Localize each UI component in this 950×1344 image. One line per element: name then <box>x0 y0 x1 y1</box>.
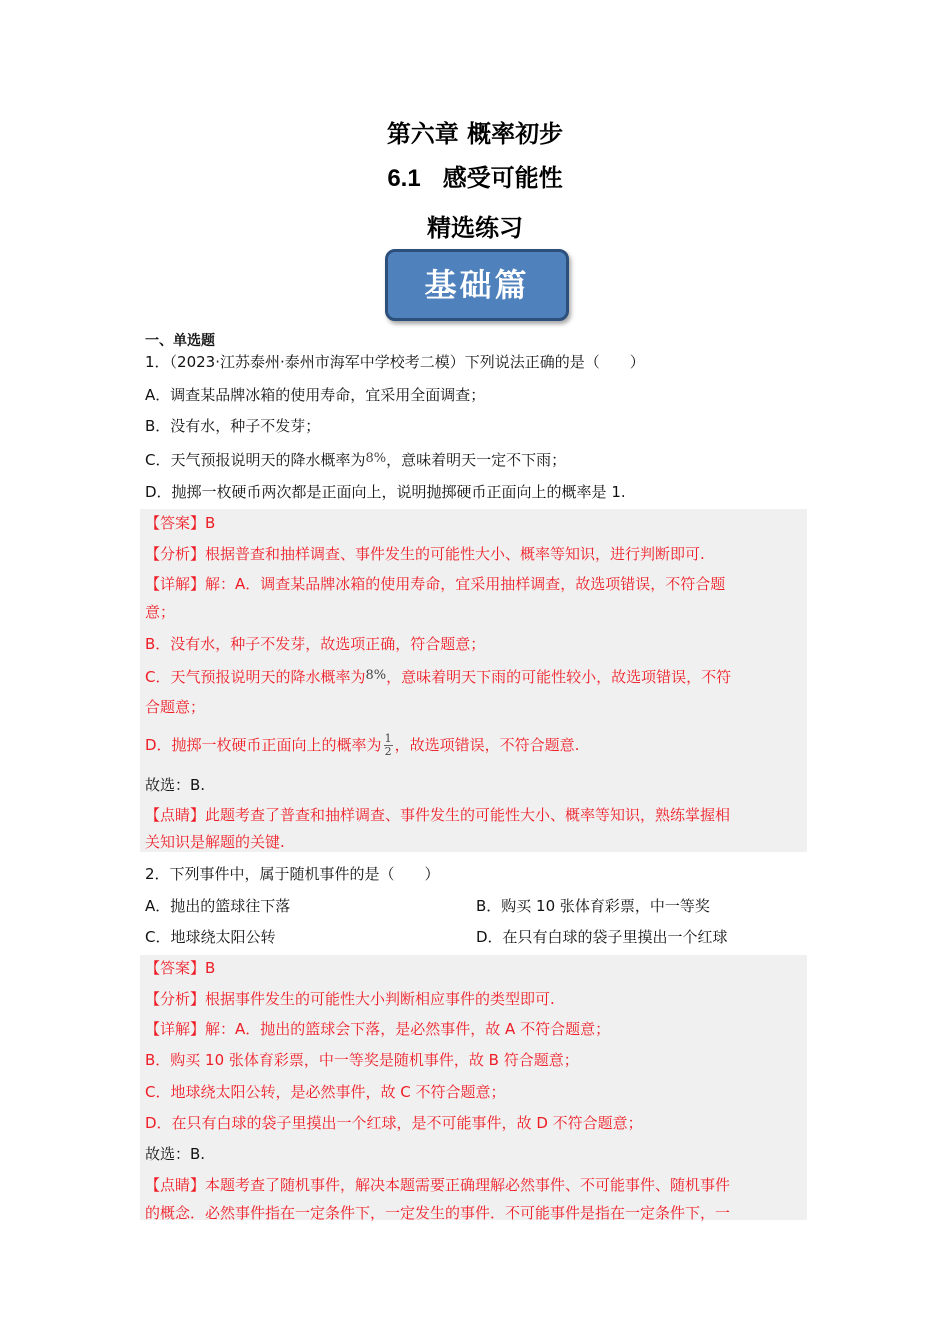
detail-3-percent: 8% <box>365 668 387 683</box>
q1-stem: 1．（2023·江苏泰州·泰州市海军中学校考二模）下列说法正确的是（ ） <box>145 353 645 371</box>
analysis-tag: 【分析】 <box>145 545 206 563</box>
q2-option-d: D．在只有白球的袋子里摸出一个红球 <box>476 928 728 946</box>
section-number: 6.1 <box>387 165 421 192</box>
q1-detail-1b: 意； <box>145 603 176 621</box>
q1-comment-b: 关知识是解题的关键. <box>145 833 285 851</box>
q1-choose: 故选：B. <box>145 776 206 794</box>
q2-choose: 故选：B. <box>145 1145 206 1163</box>
q1-detail-1 <box>145 574 725 594</box>
q1-option-c-percent: 8% <box>365 451 387 466</box>
q2-detail-4: D．在只有白球的袋子里摸出一个红球，是不可能事件，故 D 不符合题意； <box>145 1114 643 1132</box>
level-badge: 基础篇 <box>385 249 569 321</box>
q1-detail-2: B．没有水，种子不发芽，故选项正确，符合题意； <box>145 635 486 653</box>
q1-option-c <box>145 449 566 470</box>
q1-option-c-text: C．天气预报说明天的降水概率为 <box>145 451 366 469</box>
q2-comment-b: 的概念．必然事件指在一定条件下，一定发生的事件．不可能事件是指在一定条件下，一 <box>145 1204 731 1222</box>
comment-tag: 【点睛】 <box>145 806 206 824</box>
answer-tag: 【答案】 <box>145 959 206 977</box>
answer-value: B <box>205 514 216 532</box>
q1-detail-3 <box>145 666 731 687</box>
q2-detail-3: C．地球绕太阳公转，是必然事件，故 C 不符合题意； <box>145 1083 506 1101</box>
q2-analysis <box>145 989 555 1009</box>
analysis-tag: 【分析】 <box>145 990 206 1008</box>
detail-text: 解：A．调查某品牌冰箱的使用寿命，宜采用抽样调查，故选项错误，不符合题 <box>205 575 726 593</box>
detail-text: 解：A．抛出的篮球会下落，是必然事件，故 A 不符合题意； <box>205 1020 611 1038</box>
q2-option-b: B．购买 10 张体育彩票，中一等奖 <box>476 897 710 915</box>
section-name: 感受可能性 <box>442 164 563 192</box>
chapter-title: 第六章 概率初步 <box>386 120 564 148</box>
one-half-fraction <box>384 733 393 758</box>
detail-4-post: ，故选项错误，不符合题意. <box>394 736 580 754</box>
comment-tag: 【点睛】 <box>145 1176 206 1194</box>
q1-option-b: B．没有水，种子不发芽； <box>145 417 321 435</box>
q1-detail-3b: 合题意； <box>145 698 206 716</box>
q2-option-a: A．抛出的篮球往下落 <box>145 897 291 915</box>
analysis-text: 根据事件发生的可能性大小判断相应事件的类型即可. <box>205 990 555 1008</box>
q2-detail-2: B．购买 10 张体育彩票，中一等奖是随机事件，故 B 符合题意； <box>145 1051 579 1069</box>
page-subtitle: 精选练习 <box>427 214 523 242</box>
q2-comment <box>145 1175 730 1195</box>
q1-option-a: A．调查某品牌冰箱的使用寿命，宜采用全面调查； <box>145 386 486 404</box>
q1-comment <box>145 805 730 825</box>
comment-text: 本题考查了随机事件，解决本题需要正确理解必然事件、不可能事件、随机事件 <box>205 1176 731 1194</box>
answer-tag: 【答案】 <box>145 514 206 532</box>
answer-value: B <box>205 959 216 977</box>
fraction-numerator: 1 <box>384 732 392 745</box>
q1-answer <box>145 513 215 533</box>
q1-detail-4 <box>145 733 579 758</box>
section-title <box>0 158 950 193</box>
detail-3-pre: C．天气预报说明天的降水概率为 <box>145 668 366 686</box>
fraction-denominator: 2 <box>384 745 392 758</box>
detail-4-pre: D．抛掷一枚硬币正面向上的概率为 <box>145 736 382 754</box>
q2-option-c: C．地球绕太阳公转 <box>145 928 276 946</box>
q1-option-c-tail: ，意味着明天一定不下雨； <box>386 451 567 469</box>
q2-answer <box>145 958 215 978</box>
detail-3-post: ，意味着明天下雨的可能性较小，故选项错误，不符 <box>386 668 732 686</box>
section-heading: 一、单选题 <box>145 333 215 349</box>
q2-detail-1 <box>145 1019 610 1039</box>
q1-analysis <box>145 544 705 564</box>
q2-stem: 2．下列事件中，属于随机事件的是（ ） <box>145 865 440 883</box>
analysis-text: 根据普查和抽样调查、事件发生的可能性大小、概率等知识，进行判断即可. <box>205 545 705 563</box>
comment-text: 此题考查了普查和抽样调查、事件发生的可能性大小、概率等知识，熟练掌握相 <box>205 806 731 824</box>
q1-option-d: D．抛掷一枚硬币两次都是正面向上，说明抛掷硬币正面向上的概率是 1. <box>145 483 626 501</box>
detail-tag: 【详解】 <box>145 575 206 593</box>
detail-tag: 【详解】 <box>145 1020 206 1038</box>
